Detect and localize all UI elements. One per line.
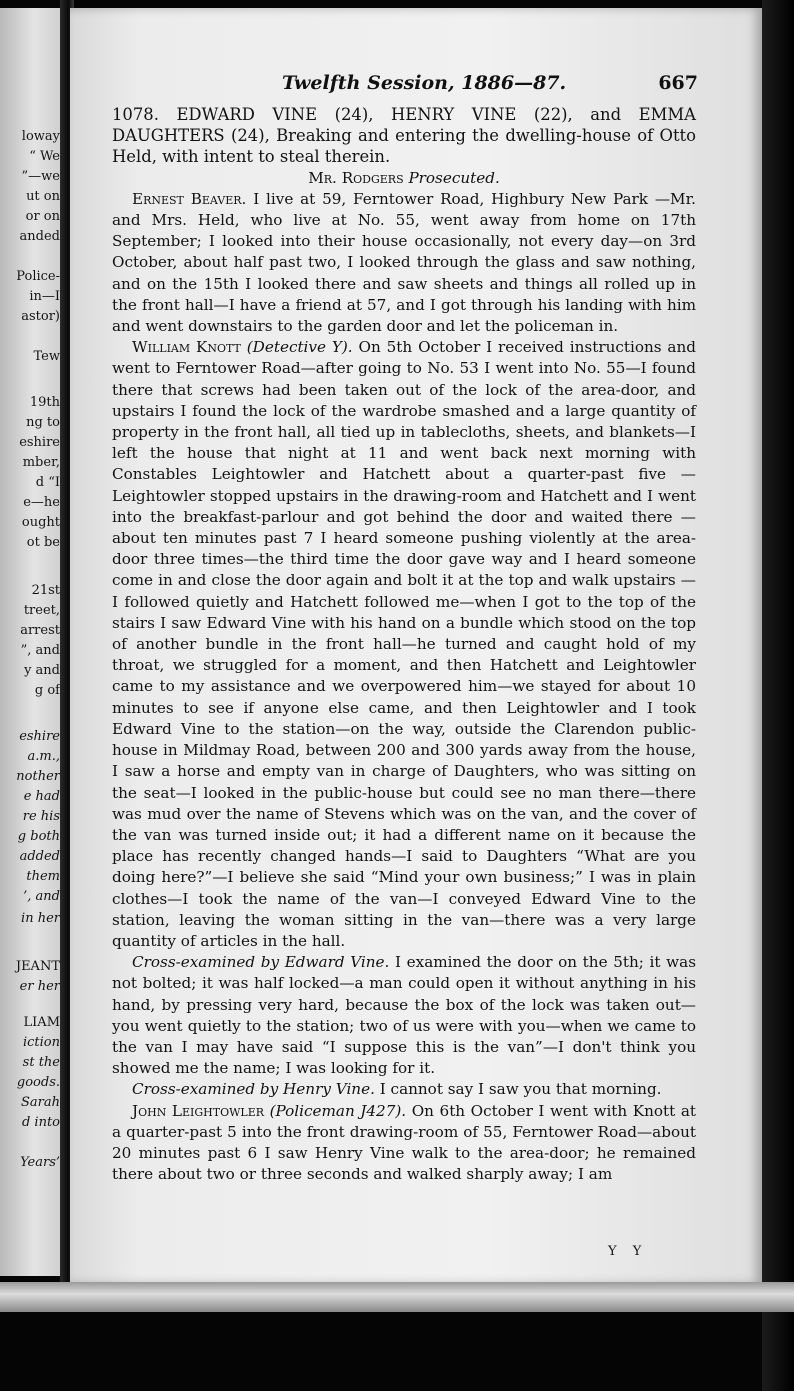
facing-page-text-fragment: e had [23, 789, 60, 804]
witness-name: William Knott [132, 338, 241, 357]
testimony-paragraph [112, 337, 696, 952]
prosecution-line [112, 168, 696, 189]
witness-name: John Leightowler [132, 1101, 265, 1120]
facing-page-text-fragment: 19th [29, 395, 60, 410]
facing-page-text-fragment: iction [22, 1035, 60, 1050]
facing-page-text-fragment: ”—we [21, 169, 60, 184]
facing-page-text-fragment: ut on [26, 189, 60, 204]
facing-page-text-fragment: g of [34, 683, 60, 698]
facing-page-text-fragment: loway [21, 129, 60, 144]
session-title: Twelfth Session, 1886—87. [282, 72, 567, 94]
facing-page-text-fragment: d “I [35, 475, 60, 490]
testimony-paragraph [112, 1079, 696, 1100]
facing-page-edge [0, 8, 62, 1276]
facing-page-text-fragment: nother [16, 769, 60, 784]
testimony-paragraph [112, 189, 696, 337]
witness-role: (Detective Y). [240, 338, 353, 357]
facing-page-text-fragment: er her [19, 979, 60, 994]
prosecutor-name: Mr. Rodgers [308, 168, 404, 187]
testimony-text: I live at 59, Ferntower Road, Highbury New Park —Mr. and Mrs. Held, who live at No. 55, went away from home on 17th September; I looked into their house occasionally, not every day—on 3rd October, about half past two, I looked through the glass and saw nothing, and on the 15th I looked there and saw sheets and things all rolled up in the front hall—I have a friend at 57, and I got through his landing with him and went downstairs to the garden door and let the policeman in. [112, 189, 696, 336]
facing-page-text-fragment: arrest [20, 623, 60, 638]
testimony-text: On 5th October I received instructions and went to Ferntower Road—after going to No. 53 I went into No. 55—I found there that screws had been taken out of the lock of the area-door, and upstairs I found the lock of the wardrobe smashed and a large quantity of property in the front hall, all tied up in tablecloths, sheets, and blankets—I left the house that night at 11 and went back next morning with Constables Leightowler and Hatchett about a quarter-past five —Leightowler stopped upstairs in the drawing-room and Hatchett and I went into the breakfast-parlour and got behind the door and waited there —about ten minutes past 7 I heard someone pushing violently at the area-door three times—the third time the door gave way and I heard someone come in and close the door again and bolt it at the top and walk upstairs —I followed quietly and Hatchett followed me—when I got to the top of the stairs I saw Edward Vine with his hand on a bundle which stood on the top of another bundle in the front hall—he turned and caught hold of my throat, we struggled for a moment, and then Hatchett and Leightowler came to my assistance and we overpowered him—we stayed for about 10 minutes to see if anyone else came, and then Leightowler and I took Edward Vine to the station—on the way, outside the Clarendon public-house in Mildmay Road, between 200 and 300 yards away from the house, I saw a horse and empty van in charge of Daughters, who was sitting on the seat—I looked in the public-house but could see no man there—there was mud over the name of Stevens which was on the van, and the cover of the van was turned inside out; it had a different name on it because the place has recently changed hands—I said to Daughters “What are you doing here?”—I believe she said “Mind your own business;” I was in plain clothes—I took the name of the van—I conveyed Edward Vine to the station, leaving the woman sitting in the van—there was a very large quantity of articles in the hall. [112, 338, 696, 950]
facing-page-text-fragment: goods. [16, 1075, 60, 1090]
testimony-text: On 6th October I went with Knott at a quarter-past 5 into the front drawing-room of 55, Ferntower Road—about 20 minutes past 6 I saw Henry Vine walk to the area-door; he remained there about two or three seconds and walked sharply away; I am [112, 1101, 696, 1184]
page-body [112, 104, 696, 1185]
testimony-text: I examined the door on the 5th; it was not bolted; it was half locked—a man could open it without anything in his hand, by pressing very hard, because the box of the lock was taken out—you went quietly to the station; two of us were with you—when we came to the van I may have said “I suppose this is the van”—I don't think you showed me the name; I was looking for it. [112, 953, 696, 1078]
case-heading: 1078. EDWARD VINE (24), HENRY VINE (22), and EMMA DAUGHTERS (24), Breaking and entering the dwelling-house of Otto Held, with intent to steal therein. [112, 105, 696, 167]
signature-mark: Y Y [608, 1244, 648, 1259]
facing-page-text-fragment: mber, [22, 455, 60, 470]
facing-page-text-fragment: ’, and [23, 889, 60, 904]
testimony-paragraph [112, 1101, 696, 1186]
facing-page-text-fragment: treet, [23, 603, 60, 618]
page-edge-shadow [762, 0, 794, 1391]
facing-page-text-fragment: eshire [19, 435, 60, 450]
facing-page-text-fragment: or on [25, 209, 60, 224]
facing-page-text-fragment: 21st [31, 583, 60, 598]
facing-page-text-fragment: d into [21, 1115, 60, 1130]
cross-examination-label: Cross-examined by Edward Vine. [132, 953, 390, 972]
facing-page-text-fragment: y and [24, 663, 60, 678]
facing-page-text-fragment: in her [21, 911, 60, 926]
facing-page-text-fragment: anded [19, 229, 60, 244]
witness-name: Ernest Beaver. [132, 189, 247, 208]
page-bottom-edge [0, 1282, 794, 1312]
facing-page-text-fragment: ought [21, 515, 60, 530]
facing-page-text-fragment: st the [22, 1055, 60, 1070]
prosecuted-label: Prosecuted. [408, 168, 500, 187]
facing-page-text-fragment: e—he [23, 495, 60, 510]
facing-page-text-fragment: in—I [29, 289, 60, 304]
witness-role: (Policeman J427). [264, 1101, 407, 1120]
facing-page-text-fragment: them [26, 869, 60, 884]
facing-page-text-fragment: re his [22, 809, 60, 824]
facing-page-text-fragment: ot be [26, 535, 60, 550]
facing-page-text-fragment: a.m., [27, 749, 60, 764]
page-number: 667 [658, 72, 698, 94]
facing-page-text-fragment: JEANT [15, 959, 60, 974]
facing-page-text-fragment: Sarah [21, 1095, 60, 1110]
testimony-text: I cannot say I saw you that morning. [374, 1080, 662, 1099]
facing-page-text-fragment: ng to [26, 415, 60, 430]
facing-page-text-fragment: LIAM [23, 1015, 60, 1030]
testimony-paragraph [112, 952, 696, 1079]
facing-page-text-fragment: ”, and [20, 643, 60, 658]
facing-page-text-fragment: “ We [29, 149, 60, 164]
cross-examination-label: Cross-examined by Henry Vine. [132, 1080, 375, 1099]
facing-page-text-fragment: g both [17, 829, 60, 844]
facing-page-text-fragment: Years’ [20, 1155, 60, 1170]
facing-page-text-fragment: Tew [30, 349, 60, 364]
facing-page-text-fragment: added [19, 849, 60, 864]
facing-page-text-fragment: eshire [19, 729, 60, 744]
running-header [270, 72, 698, 102]
facing-page-text-fragment: Police- [16, 269, 60, 284]
facing-page-text-fragment: astor) [21, 309, 60, 324]
